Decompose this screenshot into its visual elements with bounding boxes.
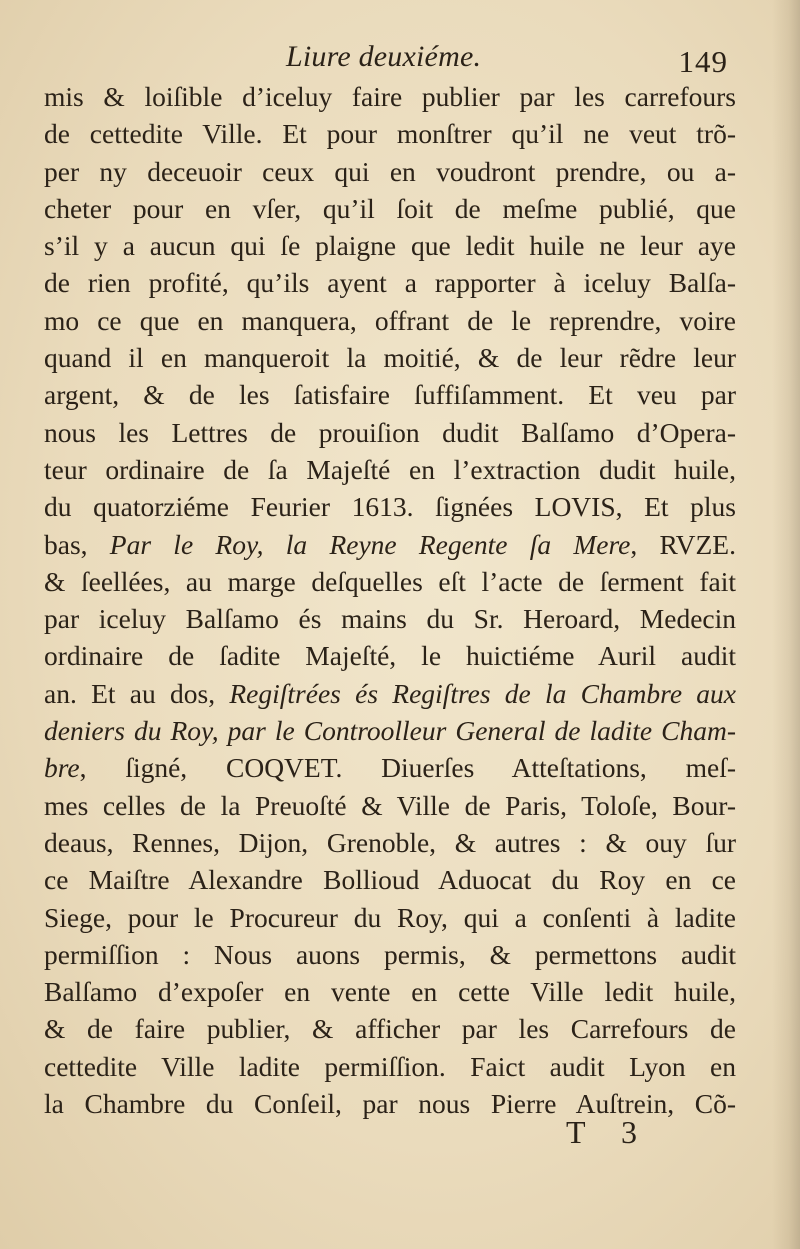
- page-number: 149: [678, 44, 728, 79]
- text-line: Siege, pour le Procureur du Roy, qui a conſenti à ladite: [44, 901, 736, 933]
- text-line: la Chambre du Conſeil, par nous Pierre Auſtrein, Cõ-: [44, 1088, 736, 1120]
- text-run: bas,: [44, 528, 110, 560]
- text-line: per ny deceuoir ceux qui en voudront prendre, ou a-: [44, 155, 736, 187]
- italic-text-run: Par le Roy, la Reyne Regente ſa Mere: [109, 528, 631, 560]
- text-line: cettedite Ville ladite permiſſion. Faict audit Lyon en: [44, 1050, 736, 1082]
- text-line: permiſſion : Nous auons permis, & permettons audit: [44, 938, 736, 970]
- text-line: quand il en manqueroit la moitié, & de leur rẽdre leur: [44, 342, 736, 374]
- italic-text-run: bre: [44, 752, 80, 784]
- page-edge-shadow: [772, 0, 800, 1249]
- body-text: [44, 78, 736, 1122]
- text-line: nous les Lettres de prouiſion dudit Balſamo d’Opera-: [44, 416, 736, 448]
- text-line: de cettedite Ville. Et pour monſtrer qu’il ne veut trõ-: [44, 118, 736, 150]
- text-line: [44, 675, 736, 712]
- text-line: Balſamo d’expoſer en vente en cette Ville ledit huile,: [44, 976, 736, 1008]
- text-run: an. Et au dos,: [44, 677, 230, 709]
- text-line: ordinaire de ſadite Majeſté, le huictiéme Auril audit: [44, 640, 736, 672]
- text-line: ce Maiſtre Alexandre Bollioud Aduocat du Roy en ce: [44, 864, 736, 896]
- text-line: [44, 526, 736, 563]
- text-line: mo ce que en manquera, offrant de le reprendre, voire: [44, 304, 736, 336]
- text-line: cheter pour en vſer, qu’il ſoit de meſme publié, que: [44, 192, 736, 224]
- text-line: s’il y a aucun qui ſe plaigne que ledit huile ne leur aye: [44, 230, 736, 262]
- text-line: mes celles de la Preuoſté & Ville de Paris, Toloſe, Bour-: [44, 789, 736, 821]
- text-line: teur ordinaire de ſa Majeſté en l’extraction dudit huile,: [44, 453, 736, 485]
- text-line: du quatorziéme Feurier 1613. ſignées LOVIS, Et plus: [44, 491, 736, 523]
- text-line: & ſeellées, au marge deſquelles eſt l’acte de ſerment fait: [44, 565, 736, 597]
- text-line: argent, & de les ſatisfaire ſuffiſamment. Et veu par: [44, 379, 736, 411]
- text-line: mis & loiſible d’iceluy faire publier par les carrefours: [44, 81, 736, 112]
- text-line: deniers du Roy, par le Controolleur General de ladite Cham-: [44, 715, 736, 747]
- italic-text-run: Regiſtrées és Regiſtres de la Chambre aux: [229, 677, 736, 709]
- text-line: deaus, Rennes, Dijon, Grenoble, & autres : & ouy ſur: [44, 826, 736, 858]
- text-run: , ſigné, COQVET. Diuerſes Atteſtations, meſ-: [79, 752, 736, 784]
- text-line: [44, 749, 736, 786]
- text-line: de rien profité, qu’ils ayent a rapporter à iceluy Balſa-: [44, 267, 736, 299]
- text-run: , RVZE.: [630, 528, 736, 560]
- running-head: Liure deuxiéme.: [286, 40, 482, 73]
- text-line: par iceluy Balſamo és mains du Sr. Heroard, Medecin: [44, 603, 736, 635]
- text-line: & de faire publier, & afficher par les Carrefours de: [44, 1013, 736, 1045]
- signature-mark: T 3: [566, 1114, 651, 1150]
